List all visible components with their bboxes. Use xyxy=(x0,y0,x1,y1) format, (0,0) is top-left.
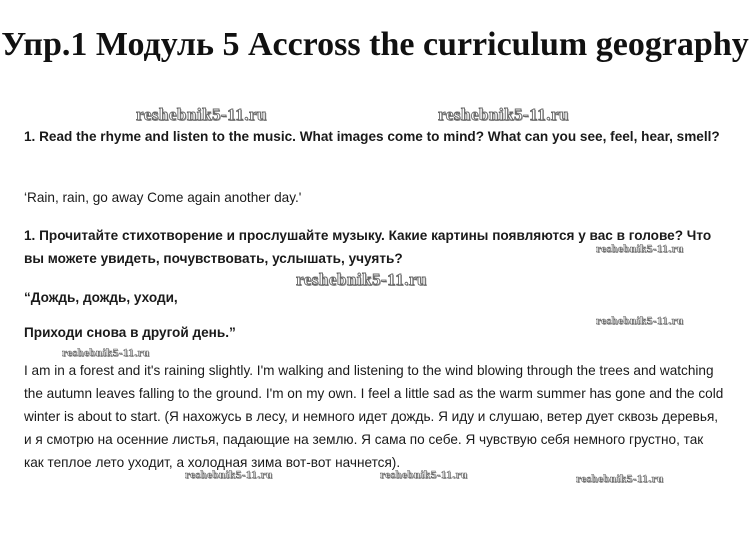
watermark: reshebnik5-11.ru xyxy=(596,243,684,255)
watermark: reshebnik5-11.ru xyxy=(62,347,150,359)
watermark: reshebnik5-11.ru xyxy=(380,469,468,481)
watermark: reshebnik5-11.ru xyxy=(438,105,569,124)
rhyme-english: ‘Rain, rain, go away Come again another day.' xyxy=(24,190,302,205)
task-russian: 1. Прочитайте стихотворение и прослушайте музыку. Какие картины появляются у вас в голове? Что вы можете увидеть, почувствовать, услышать, учуять? xyxy=(24,228,712,266)
rhyme-russian-line-1: “Дождь, дождь, уходи, xyxy=(24,290,178,305)
answer-text: I am in a forest and it's raining slightly. I'm walking and listening to the wind blowing through the trees and watching the autumn leaves falling to the ground. I'm on my own. I feel a little sad as the warm summer has gone and the cold winter is about to start. (Я нахожусь в лесу, и немного идет дождь. Я иду и слушаю, ветер дует сквозь деревья, и я смотрю на осенние листья, падающие на землю. Я сама по себе. Я чувствую себя немного грустно, так как теплое лето уходит, а холодная зима вот-вот начнется). xyxy=(24,363,724,470)
watermark: reshebnik5-11.ru xyxy=(185,469,273,481)
task-english: 1. Read the rhyme and listen to the music. What images come to mind? What can you see, feel, hear, smell? xyxy=(24,129,720,144)
watermark: reshebnik5-11.ru xyxy=(136,105,267,124)
watermark: reshebnik5-11.ru xyxy=(296,270,427,289)
rhyme-russian-line-2: Приходи снова в другой день.” xyxy=(24,325,236,340)
watermark: reshebnik5-11.ru xyxy=(576,473,664,485)
watermark: reshebnik5-11.ru xyxy=(596,315,684,327)
page-title: Упр.1 Модуль 5 Accross the curriculum geography xyxy=(1,26,749,63)
